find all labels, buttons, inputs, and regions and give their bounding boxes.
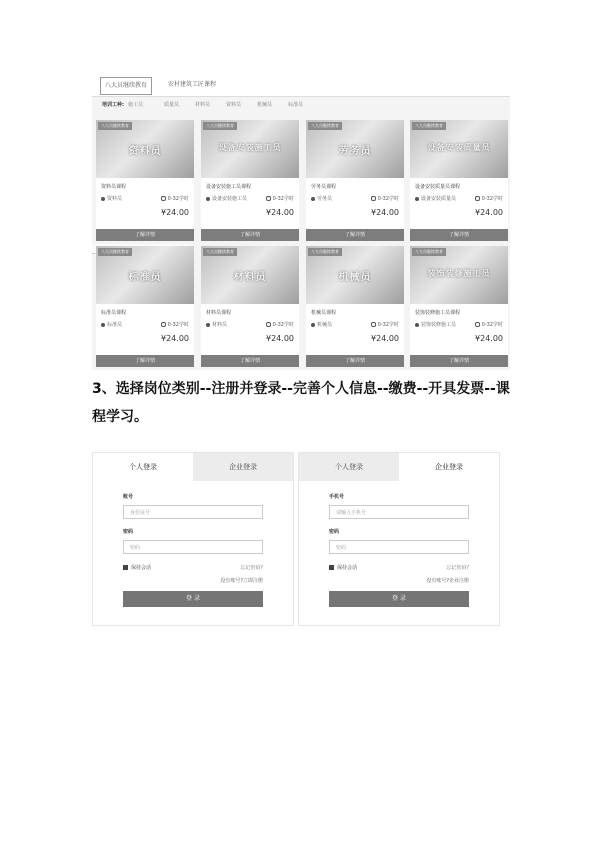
course-card[interactable] bbox=[96, 120, 194, 241]
course-role: 设备安装质量员 bbox=[415, 195, 456, 202]
course-badge: 八大员继续教育 bbox=[308, 248, 342, 256]
register-link[interactable]: 没有账号?立即注册 bbox=[220, 578, 263, 584]
tab-enterprise-login[interactable]: 企业登录 bbox=[399, 453, 499, 481]
course-role: 资料员 bbox=[101, 195, 122, 202]
tab-rural-craftsman[interactable]: 农村建筑工匠课程 bbox=[167, 81, 216, 88]
course-image-title: 装饰装修施工员 bbox=[427, 269, 491, 278]
course-price: ¥24.00 bbox=[161, 334, 189, 343]
view-details-button[interactable]: 了解详情 bbox=[306, 355, 404, 367]
course-price: ¥24.00 bbox=[161, 208, 189, 217]
clock-icon bbox=[161, 322, 166, 327]
job-filter-row bbox=[92, 98, 510, 112]
view-details-button[interactable]: 了解详情 bbox=[306, 229, 404, 241]
login-button[interactable]: 登 录 bbox=[123, 591, 263, 607]
course-hours: 0-32学时 bbox=[371, 321, 399, 328]
course-image-title: 劳务员 bbox=[338, 146, 372, 157]
password-label: 密码 bbox=[123, 529, 134, 535]
tab-enterprise-login[interactable]: 企业登录 bbox=[193, 453, 293, 481]
course-title: 材料员课程 bbox=[206, 310, 232, 316]
login-tabs bbox=[93, 453, 293, 481]
course-role: 设备安装施工员 bbox=[206, 195, 247, 202]
course-card[interactable] bbox=[201, 246, 299, 367]
filter-item[interactable]: 施工员 bbox=[128, 102, 144, 108]
clock-icon bbox=[475, 322, 480, 327]
course-price: ¥24.00 bbox=[266, 334, 294, 343]
role-icon bbox=[415, 197, 419, 201]
view-details-button[interactable]: 了解详情 bbox=[410, 355, 508, 367]
course-card[interactable] bbox=[306, 120, 404, 241]
course-hours: 0-32学时 bbox=[475, 195, 503, 202]
login-button[interactable]: 登 录 bbox=[329, 591, 469, 607]
course-card[interactable] bbox=[306, 246, 404, 367]
remember-session-checkbox[interactable]: 保持会话 bbox=[329, 564, 357, 571]
course-image-title: 标准员 bbox=[128, 272, 162, 283]
course-card[interactable] bbox=[96, 246, 194, 367]
clock-icon bbox=[371, 322, 376, 327]
course-image-title: 材料员 bbox=[233, 272, 267, 283]
role-icon bbox=[311, 323, 315, 327]
course-image-title: 设备安装施工员 bbox=[218, 143, 282, 152]
role-icon bbox=[206, 197, 210, 201]
course-image bbox=[96, 120, 194, 178]
role-icon bbox=[101, 323, 105, 327]
tab-continuing-education[interactable]: 八大员继续教育 bbox=[100, 77, 152, 95]
course-hours: 0-32学时 bbox=[161, 321, 189, 328]
filter-item[interactable]: 机械员 bbox=[257, 102, 273, 108]
clock-icon bbox=[371, 196, 376, 201]
phone-input[interactable]: 请输入手机号 bbox=[329, 505, 469, 519]
course-hours: 0-32学时 bbox=[161, 195, 189, 202]
course-badge: 八大员继续教育 bbox=[203, 122, 237, 130]
register-link[interactable]: 没有账号?企业注册 bbox=[426, 578, 469, 584]
course-price: ¥24.00 bbox=[371, 334, 399, 343]
password-label: 密码 bbox=[329, 529, 340, 535]
course-hours: 0-32学时 bbox=[475, 321, 503, 328]
clock-icon bbox=[161, 196, 166, 201]
login-tabs bbox=[299, 453, 499, 481]
course-price: ¥24.00 bbox=[266, 208, 294, 217]
remember-session-checkbox[interactable]: 保持会话 bbox=[123, 564, 151, 571]
course-hours: 0-32学时 bbox=[266, 195, 294, 202]
course-image bbox=[306, 120, 404, 178]
role-icon bbox=[311, 197, 315, 201]
view-details-button[interactable]: 了解详情 bbox=[201, 229, 299, 241]
course-card[interactable] bbox=[201, 120, 299, 241]
filter-item[interactable]: 质量员 bbox=[164, 102, 180, 108]
course-role: 标准员 bbox=[101, 321, 122, 328]
course-role: 劳务员 bbox=[311, 195, 332, 202]
course-image bbox=[96, 246, 194, 304]
course-image bbox=[410, 246, 508, 304]
filter-item[interactable]: 材料员 bbox=[195, 102, 211, 108]
step-instruction: 3、选择岗位类别--注册并登录--完善个人信息--缴费--开具发票--课程学习。 bbox=[92, 381, 510, 425]
course-badge: 八大员继续教育 bbox=[98, 122, 132, 130]
clock-icon bbox=[475, 196, 480, 201]
role-icon bbox=[206, 323, 210, 327]
password-input[interactable]: 密码 bbox=[123, 540, 263, 554]
course-title: 装饰装修施工员课程 bbox=[415, 310, 461, 316]
course-image bbox=[410, 120, 508, 178]
course-title: 设备安装质量员课程 bbox=[415, 184, 461, 190]
course-role: 装饰装修施工员 bbox=[415, 321, 456, 328]
course-badge: 八大员继续教育 bbox=[412, 248, 446, 256]
course-hours: 0-32学时 bbox=[266, 321, 294, 328]
course-image-title: 设备安装质量员 bbox=[427, 143, 491, 152]
course-title: 设备安装施工员课程 bbox=[206, 184, 252, 190]
course-title: 劳务员课程 bbox=[311, 184, 337, 190]
forgot-password-link[interactable]: 忘记密码? bbox=[446, 565, 469, 571]
course-image bbox=[201, 246, 299, 304]
view-details-button[interactable]: 了解详情 bbox=[410, 229, 508, 241]
tab-personal-login[interactable]: 个人登录 bbox=[93, 453, 193, 481]
phone-label: 手机号 bbox=[329, 494, 345, 500]
course-role: 材料员 bbox=[206, 321, 227, 328]
role-icon bbox=[101, 197, 105, 201]
course-card[interactable] bbox=[410, 120, 508, 241]
personal-login-panel bbox=[92, 452, 294, 626]
filter-item[interactable]: 标准员 bbox=[288, 102, 304, 108]
course-price: ¥24.00 bbox=[371, 208, 399, 217]
tab-personal-login[interactable]: 个人登录 bbox=[299, 453, 399, 481]
course-price: ¥24.00 bbox=[475, 208, 503, 217]
filter-label: 培训工种: bbox=[102, 102, 124, 108]
course-image bbox=[306, 246, 404, 304]
id-number-input[interactable]: 身份证号 bbox=[123, 505, 263, 519]
category-tab-bar bbox=[92, 74, 510, 97]
role-icon bbox=[415, 323, 419, 327]
password-input[interactable]: 密码 bbox=[329, 540, 469, 554]
course-title: 机械员课程 bbox=[311, 310, 337, 316]
course-image-title: 机械员 bbox=[338, 272, 372, 283]
course-role: 机械员 bbox=[311, 321, 332, 328]
course-title: 资料员课程 bbox=[101, 184, 127, 190]
checkbox-icon bbox=[123, 565, 128, 570]
view-details-button[interactable]: 了解详情 bbox=[96, 355, 194, 367]
course-badge: 八大员继续教育 bbox=[98, 248, 132, 256]
course-hours: 0-32学时 bbox=[371, 195, 399, 202]
course-image bbox=[201, 120, 299, 178]
forgot-password-link[interactable]: 忘记密码? bbox=[240, 565, 263, 571]
view-details-button[interactable]: 了解详情 bbox=[201, 355, 299, 367]
course-badge: 八大员继续教育 bbox=[203, 248, 237, 256]
checkbox-icon bbox=[329, 565, 334, 570]
course-price: ¥24.00 bbox=[475, 334, 503, 343]
course-badge: 八大员继续教育 bbox=[308, 122, 342, 130]
course-title: 标准员课程 bbox=[101, 310, 127, 316]
clock-icon bbox=[266, 196, 271, 201]
clock-icon bbox=[266, 322, 271, 327]
course-listing-screenshot bbox=[92, 74, 510, 370]
account-label: 账号 bbox=[123, 494, 134, 500]
filter-item[interactable]: 资料员 bbox=[226, 102, 242, 108]
view-details-button[interactable]: 了解详情 bbox=[96, 229, 194, 241]
course-badge: 八大员继续教育 bbox=[412, 122, 446, 130]
course-image-title: 资料员 bbox=[128, 146, 162, 157]
course-card[interactable] bbox=[410, 246, 508, 367]
enterprise-login-panel bbox=[298, 452, 500, 626]
